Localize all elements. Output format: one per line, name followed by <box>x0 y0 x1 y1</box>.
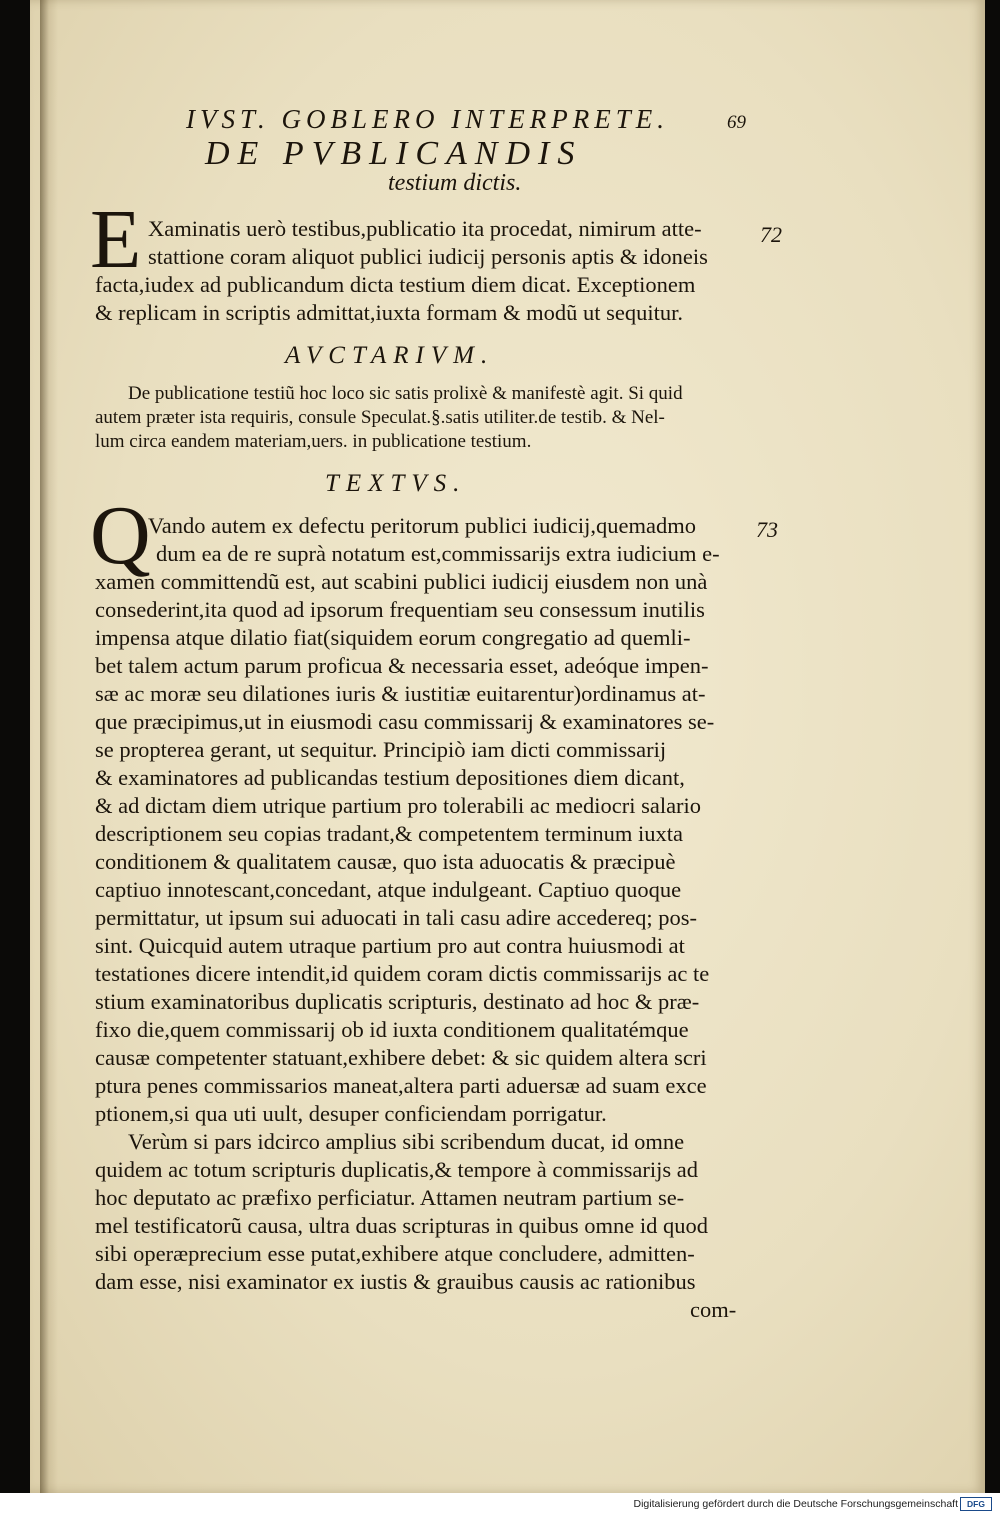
textus-line-1: Vando autem ex defectu peritorum publici iudicij,quemadmo <box>148 513 696 538</box>
running-head: IVST. GOBLERO INTERPRETE. <box>186 104 669 134</box>
textus-line-17: testationes dicere intendit,id quidem coram dictis commissarijs ac te <box>95 961 710 986</box>
margin-number-73: 73 <box>756 517 778 542</box>
auctarium-heading: AVCTARIVM. <box>285 342 495 369</box>
auctarium-line-2: autem præter ista requiris, consule Speculat.§.satis utiliter.de testib. & Nel- <box>95 407 665 428</box>
dropcap-e: E <box>90 193 142 286</box>
digitization-footer <box>0 1493 1000 1515</box>
textus-line-13: conditionem & qualitatem causæ, quo ista aduocatis & præcipuè <box>95 849 676 874</box>
textus-line-18: stium examinatoribus duplicatis scripturis, destinato ad hoc & præ- <box>95 989 700 1014</box>
textus-line-25: hoc deputato ac præfixo perficiatur. Attamen neutram partium se- <box>95 1185 685 1210</box>
textus-line-10: & examinatores ad publicandas testium depositiones diem dicant, <box>95 765 685 790</box>
catchword: com- <box>690 1297 737 1322</box>
page-subtitle: testium dictis. <box>388 170 522 196</box>
textus-line-15: permittatur, ut ipsum sui aduocati in tali casu adire accedereq; pos- <box>95 905 698 930</box>
textus-line-11: & ad dictam diem utrique partium pro tolerabili ac mediocri salario <box>95 793 702 818</box>
section1-line-3: facta,iudex ad publicandum dicta testium diem dicat. Exceptionem <box>95 272 696 297</box>
footer-credit: Digitalisierung gefördert durch die Deutsche Forschungsgemeinschaft <box>633 1498 958 1510</box>
textus-line-9: se propterea gerant, ut sequitur. Principiò iam dicti commissarij <box>95 737 667 762</box>
textus-line-6: bet talem actum parum proficua & necessaria esset, adeóque impen- <box>95 653 709 678</box>
auctarium-line-1: De publicatione testiũ hoc loco sic satis prolixè & manifestè agit. Si quid <box>128 383 683 404</box>
section1-line-1: Xaminatis uerò testibus,publicatio ita procedat, nimirum atte- <box>148 216 702 241</box>
textus-line-27: sibi operæprecium esse putat,exhibere atque concludere, admitten- <box>95 1241 695 1266</box>
auctarium-line-3: lum circa eandem materiam,uers. in publicatione testium. <box>95 431 532 452</box>
page-title: DE PVBLICANDIS <box>205 135 583 172</box>
textus-line-5: impensa atque dilatio fiat(siquidem eorum congregatio ad quemli- <box>95 625 691 650</box>
textus-line-19: fixo die,quem commissarij ob id iuxta conditionem qualitatémque <box>95 1017 689 1042</box>
dropcap-q: Q <box>90 489 151 582</box>
textus-line-8: que præcipimus,ut in eiusmodi casu commissarij & examinatores se- <box>95 709 715 734</box>
textus-line-20: causæ competenter statuant,exhibere debet: & sic quidem altera scri <box>95 1045 707 1070</box>
textus-line-14: captiuo innotescant,concedant, atque indulgeant. Captiuo quoque <box>95 877 682 902</box>
textus-line-21: ptura penes commissarios maneat,altera parti aduersæ ad suam exce <box>95 1073 707 1098</box>
section1-line-2: stattione coram aliquot publici iudicij personis aptis & idoneis <box>148 244 708 269</box>
textus-line-4: consederint,ita quod ad ipsorum frequentiam seu consessum inutilis <box>95 597 705 622</box>
textus-line-22: ptionem,si qua uti uult, desuper conficiendam porrigatur. <box>95 1101 607 1126</box>
textus-heading: TEXTVS. <box>325 470 467 497</box>
textus-line-16: sint. Quicquid autem utraque partium pro aut contra huiusmodi at <box>95 933 685 958</box>
textus-line-28: dam esse, nisi examinator ex iustis & grauibus causis ac rationibus <box>95 1269 696 1294</box>
section1-line-4: & replicam in scriptis admittat,iuxta formam & modũ ut sequitur. <box>95 300 684 325</box>
dfg-logo: DFG <box>960 1497 992 1511</box>
textus-line-12: descriptionem seu copias tradant,& competentem terminum iuxta <box>95 821 683 846</box>
textus-line-23: Verùm si pars idcirco amplius sibi scribendum ducat, id omne <box>128 1129 685 1154</box>
textus-line-26: mel testificatorũ causa, ultra duas scripturas in quibus omne id quod <box>95 1213 708 1238</box>
page-gutter-shadow <box>40 0 58 1493</box>
folio-number: 69 <box>727 112 746 133</box>
textus-line-7: sæ ac moræ seu dilationes iuris & iustitiæ euitarentur)ordinamus at- <box>95 681 706 706</box>
textus-line-3: xamen committendũ est, aut scabini publici iudicij eiusdem non unà <box>95 569 708 594</box>
margin-number-72: 72 <box>760 222 782 247</box>
textus-line-24: quidem ac totum scripturis duplicatis,& tempore à commissarijs ad <box>95 1157 698 1182</box>
textus-line-2: dum ea de re suprà notatum est,commissarijs extra iudicium e- <box>156 541 720 566</box>
